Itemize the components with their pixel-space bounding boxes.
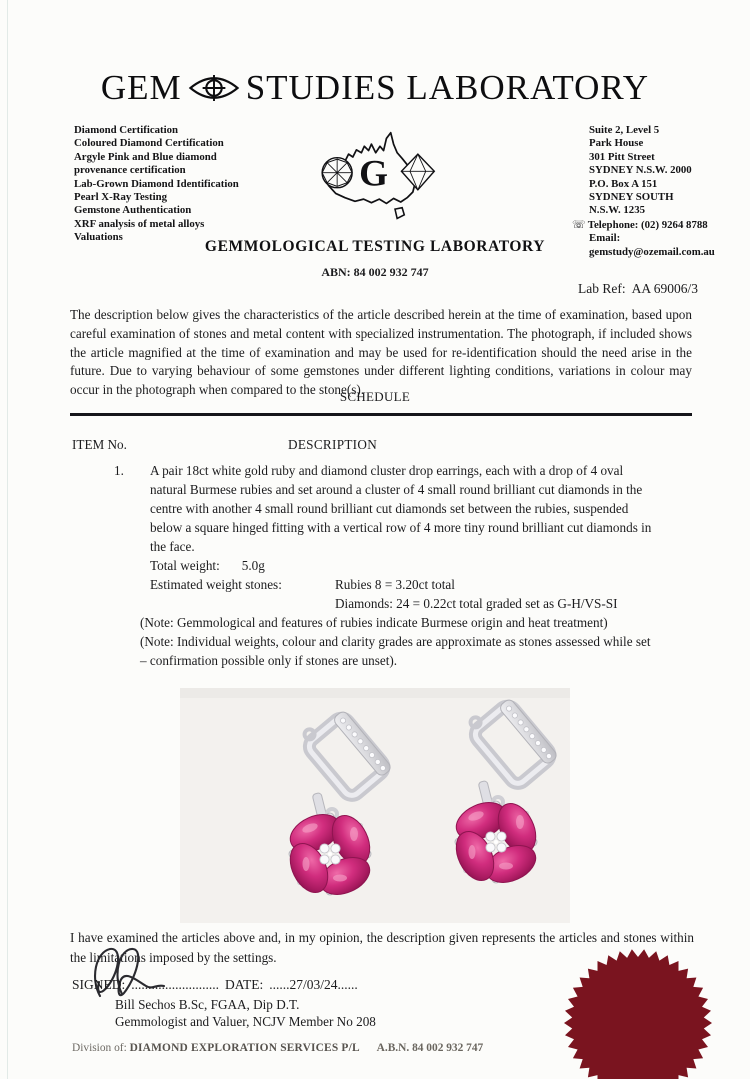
description-header: DESCRIPTION — [288, 437, 378, 452]
division-value: DIAMOND EXPLORATION SERVICES P/L — [129, 1042, 360, 1054]
division-label: Division of: — [72, 1042, 127, 1054]
estimated-weight-label: Estimated weight stones: — [150, 577, 282, 592]
address-line: N.S.W. 1235 — [589, 204, 645, 217]
earrings-photo — [180, 688, 570, 923]
attestation-text: I have examined the articles above and, in my opinion, the description given represents the articles and stones within the limitations imposed by the settings. — [70, 930, 694, 965]
signatory-title: Gemmologist and Valuer, NCJV Member No 208 — [115, 1014, 376, 1029]
lab-ref — [578, 281, 698, 297]
date-value: ......27/03/24...... — [269, 977, 358, 992]
item-no-header: ITEM No. — [72, 437, 127, 452]
service-item: Lab-Grown Diamond Identification — [74, 177, 239, 190]
item-description-block — [140, 461, 656, 670]
date-label: DATE: — [225, 977, 264, 992]
email-line: Email: gemstudy@ozemail.com.au — [589, 232, 715, 258]
total-weight-value: 5.0g — [241, 558, 265, 573]
footer-abn: A.B.N. 84 002 932 747 — [376, 1042, 484, 1054]
footer-line — [72, 1042, 483, 1054]
logo-letter: G — [359, 153, 389, 195]
rubies-value: Rubies 8 = 3.20ct total — [335, 577, 455, 592]
lab-ref-value: AA 69006/3 — [631, 281, 698, 296]
title-gem: GEM — [100, 68, 182, 107]
address-line: Park House — [589, 137, 644, 150]
lab-ref-label: Lab Ref: — [577, 281, 626, 296]
abn-line: ABN: 84 002 932 747 — [321, 265, 429, 279]
service-item: Gemstone Authentication — [74, 204, 192, 217]
total-weight-line — [150, 556, 656, 575]
service-item: Coloured Diamond Certification — [74, 137, 224, 150]
address-line: Suite 2, Level 5 — [589, 124, 660, 136]
telephone-icon: ☏ — [572, 217, 586, 231]
address-line: 301 Pitt Street — [589, 150, 655, 163]
australia-map-logo — [300, 126, 450, 238]
faceted-gem-icon — [322, 158, 352, 188]
service-item: provenance certification — [74, 164, 186, 177]
lab-subtitle: GEMMOLOGICAL TESTING LABORATORY — [204, 238, 546, 255]
item-description: A pair 18ct white gold ruby and diamond cluster drop earrings, each with a drop of 4 oval natural Burmese rubies and set around a cluster of 4 small round brilliant cut diamonds in the centre with another 4 small round brilliant cut diamonds set between the rubies, suspended below a square hinged fitting with a vertical row of 4 more tiny round brilliant cut diamonds in the face. — [150, 463, 652, 554]
services-list — [74, 124, 304, 245]
total-weight-label: Total weight: — [150, 558, 220, 573]
gem-scope-icon — [188, 72, 240, 112]
service-item: Argyle Pink and Blue diamond — [74, 150, 217, 163]
item-number: 1. — [114, 463, 124, 478]
estimated-weight-line — [150, 575, 656, 594]
service-item: Pearl X-Ray Testing — [74, 191, 167, 204]
address-line: P.O. Box A 151 — [589, 177, 658, 190]
schedule-heading: SCHEDULE — [339, 389, 411, 404]
signed-dots: .......................... — [131, 977, 219, 992]
signed-label: SIGNED: — [72, 977, 126, 992]
intro-paragraph: The description below gives the characteristics of the article described herein at the time of examination, based upon careful examination of stones and metal content with specialized instrumentation. The photograph, if included shows the article magnified at the time of examination and may be used for re-identification should the need arise in the future. Due to varying behaviour of some gemstones under different lighting conditions, variations in colour may occur in the photograph when compared to the stone(s). — [70, 307, 692, 398]
service-item: Diamond Certification — [74, 124, 179, 136]
telephone-line — [572, 218, 742, 232]
tasmania-outline — [395, 208, 404, 219]
horizontal-rule — [70, 413, 692, 416]
page-title — [0, 68, 750, 112]
handwritten-signature — [86, 944, 226, 1002]
diamonds-line: Diamonds: 24 = 0.22ct total graded set as G-H/VS-SI — [335, 596, 618, 611]
red-seal — [563, 948, 713, 1079]
telephone-text: Telephone: (02) 9264 8788 — [587, 218, 708, 231]
signed-date-line — [72, 977, 358, 993]
service-item: XRF analysis of metal alloys — [74, 217, 205, 230]
title-rest: STUDIES LABORATORY — [245, 68, 650, 107]
signatory-name: Bill Sechos B.Sc, FGAA, Dip D.T. — [115, 997, 300, 1012]
address-line: SYDNEY SOUTH — [589, 191, 674, 204]
service-item: Valuations — [74, 231, 123, 244]
note-origin: (Note: Gemmological and features of rubies indicate Burmese origin and heat treatment) — [140, 615, 608, 630]
address-line: SYDNEY N.S.W. 2000 — [589, 164, 692, 177]
note-weights: (Note: Individual weights, colour and clarity grades are approximate as stones assessed while set – confirmation possible only if stones are unset). — [140, 634, 651, 668]
